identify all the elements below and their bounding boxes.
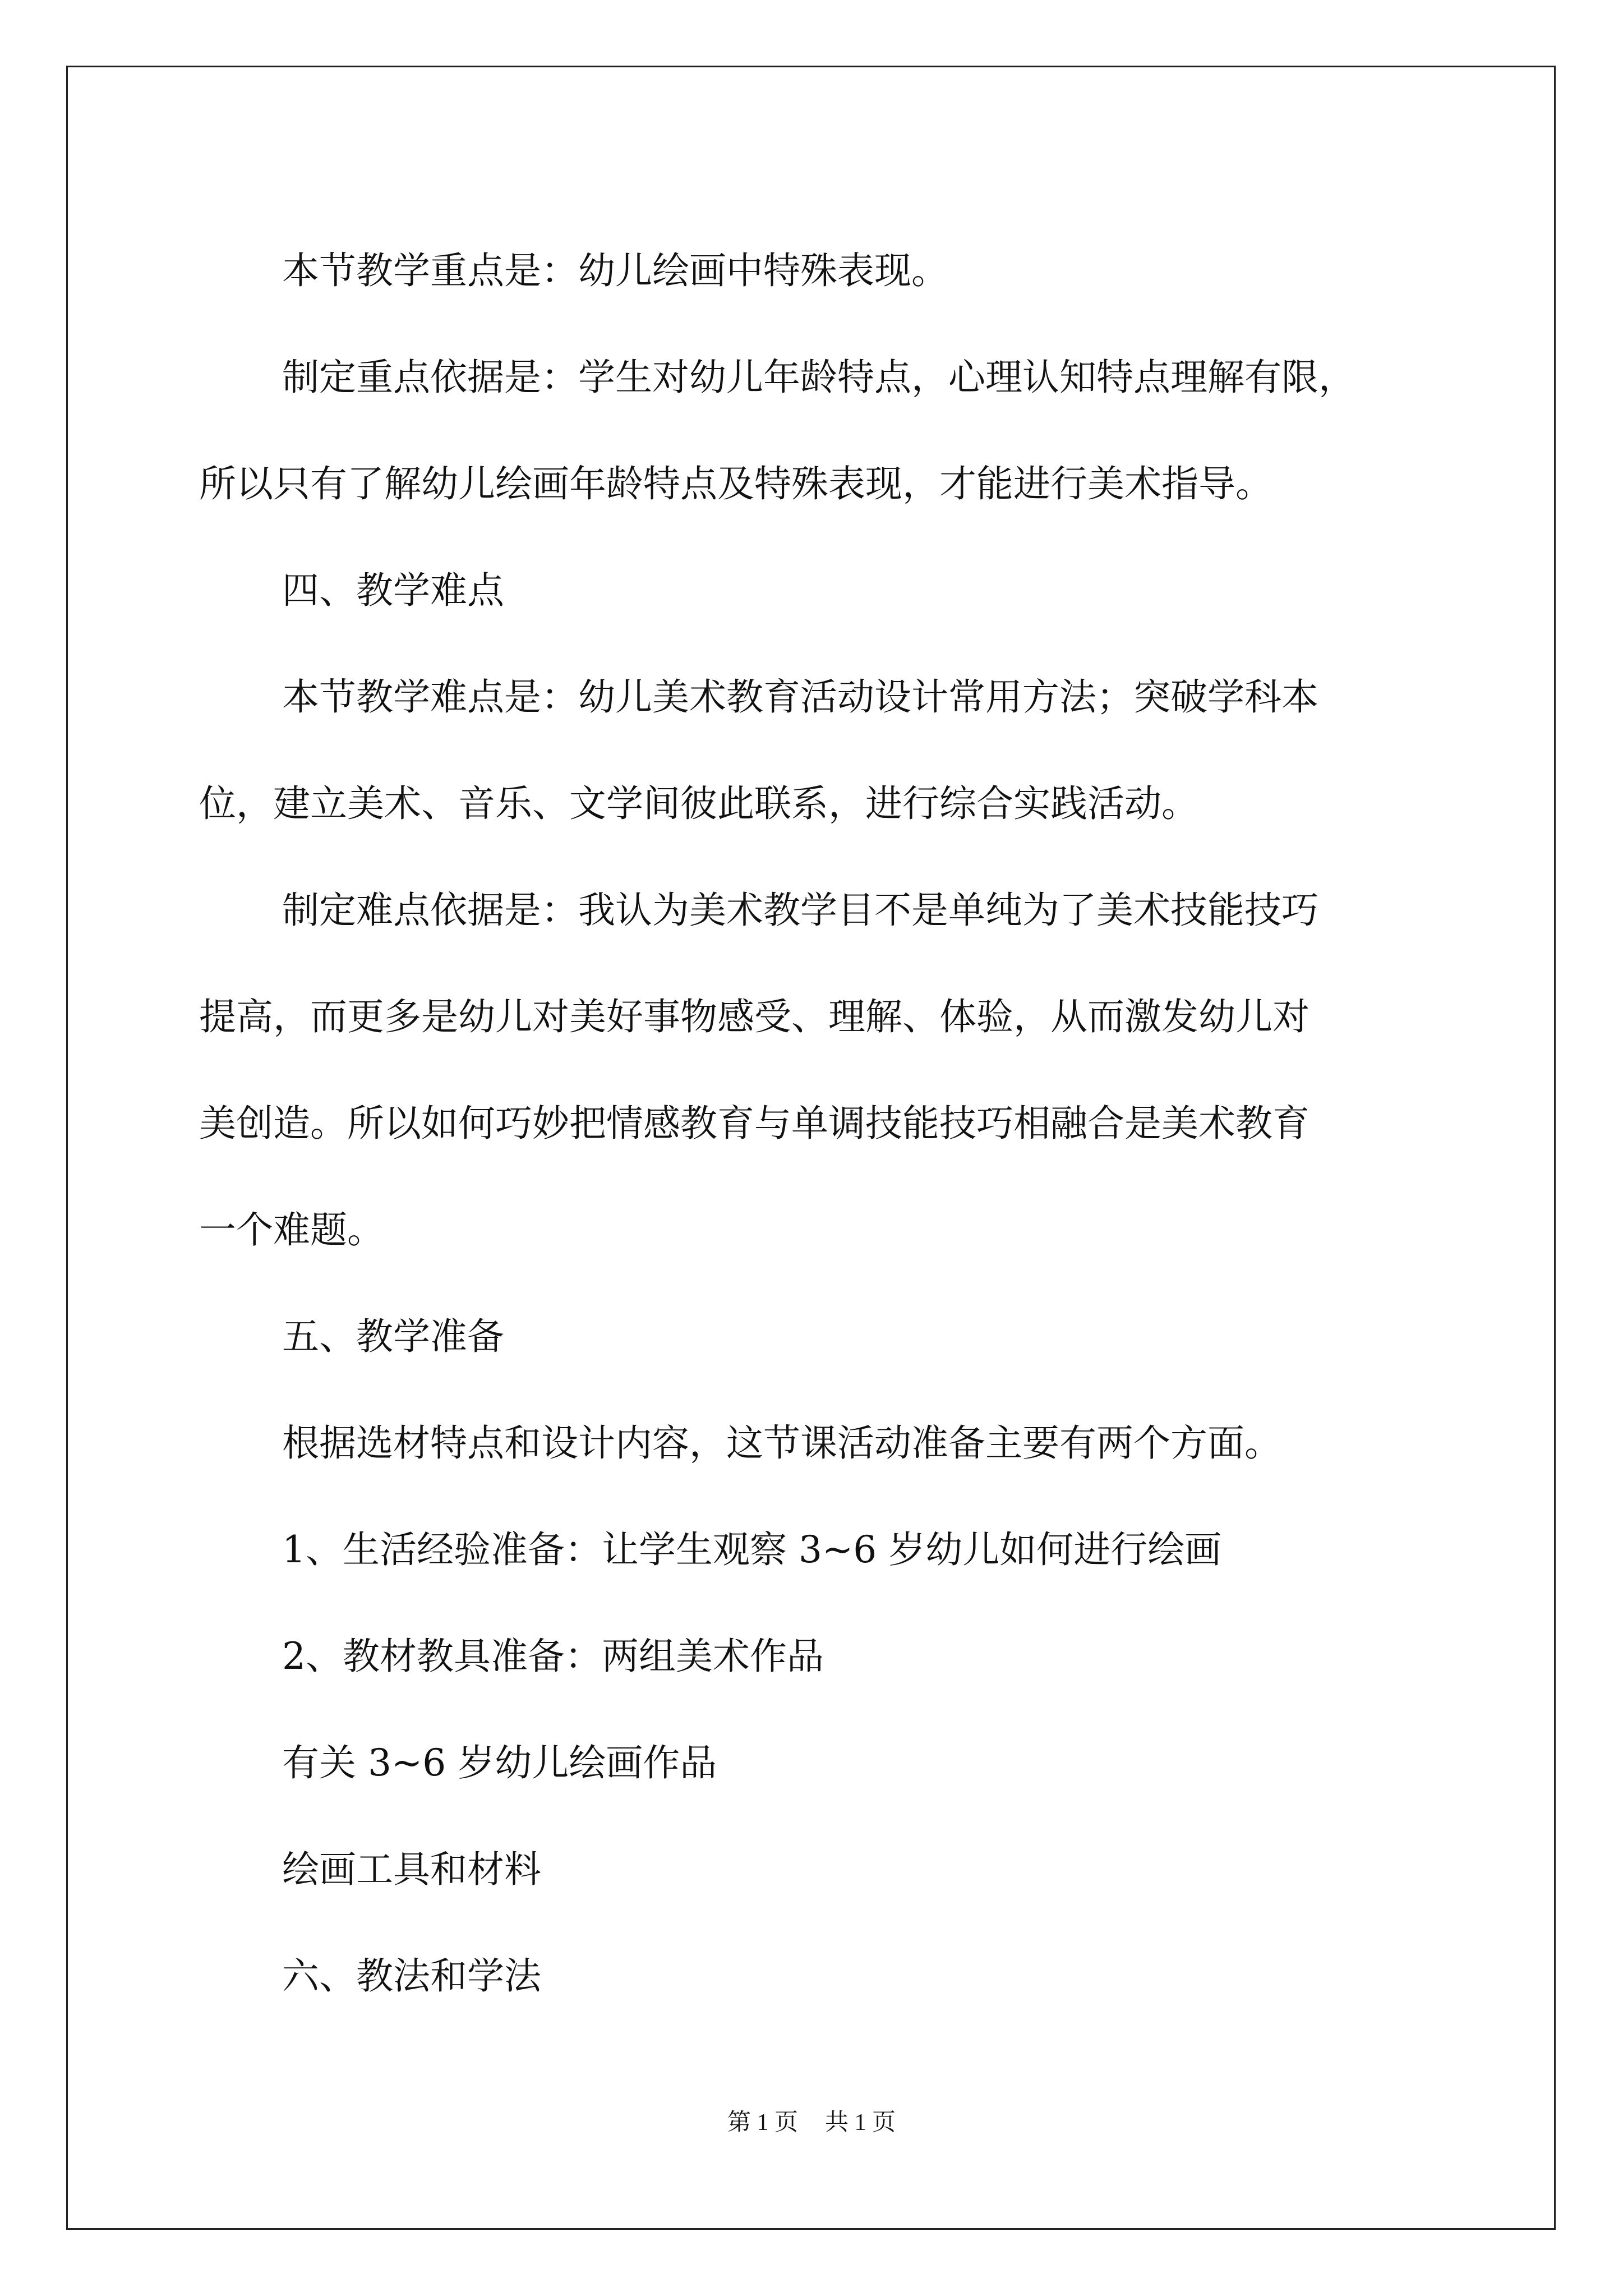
text-line: 提高，而更多是幼儿对美好事物感受、理解、体验，从而激发幼儿对	[199, 995, 1310, 1038]
text-line: 2、教材教具准备：两组美术作品	[282, 1635, 824, 1678]
section-heading	[199, 1283, 1433, 1390]
paragraph	[199, 1816, 1433, 1923]
paragraph	[199, 857, 1433, 1283]
list-item	[199, 1603, 1433, 1710]
paragraph	[199, 324, 1433, 537]
document-body	[199, 218, 1433, 2030]
page-total: 共 1 页	[825, 2110, 896, 2136]
text-line: 美创造。所以如何巧妙把情感教育与单调技能技巧相融合是美术教育	[199, 1102, 1310, 1145]
text-line: 制定重点依据是：学生对幼儿年龄特点，心理认知特点理解有限，	[282, 356, 1355, 399]
section-heading	[199, 537, 1433, 644]
text-line: 本节教学重点是：幼儿绘画中特殊表现。	[282, 249, 948, 292]
paragraph	[199, 218, 1433, 324]
list-item	[199, 1497, 1433, 1603]
text-line: 本节教学难点是：幼儿美术教育活动设计常用方法；突破学科本	[282, 675, 1318, 719]
page-footer	[0, 2104, 1623, 2137]
text-line: 所以只有了解幼儿绘画年龄特点及特殊表现，才能进行美术指导。	[199, 462, 1272, 505]
text-line: 有关 3~6 岁幼儿绘画作品	[282, 1741, 717, 1784]
paragraph	[199, 1390, 1433, 1497]
text-line: 六、教法和学法	[282, 1954, 541, 1998]
text-line: 五、教学准备	[282, 1315, 504, 1358]
section-heading	[199, 1923, 1433, 2030]
paragraph	[199, 1710, 1433, 1816]
paragraph	[199, 644, 1433, 857]
text-line: 制定难点依据是：我认为美术教学目不是单纯为了美术技能技巧	[282, 889, 1318, 932]
text-line: 1、生活经验准备：让学生观察 3~6 岁幼儿如何进行绘画	[282, 1528, 1222, 1571]
text-line: 绘画工具和材料	[282, 1848, 541, 1891]
text-line: 位，建立美术、音乐、文学间彼此联系，进行综合实践活动。	[199, 782, 1198, 825]
text-line: 根据选材特点和设计内容，这节课活动准备主要有两个方面。	[282, 1421, 1281, 1465]
page-number: 第 1 页	[727, 2110, 798, 2136]
text-line: 四、教学难点	[282, 569, 504, 612]
text-line: 一个难题。	[199, 1208, 384, 1251]
